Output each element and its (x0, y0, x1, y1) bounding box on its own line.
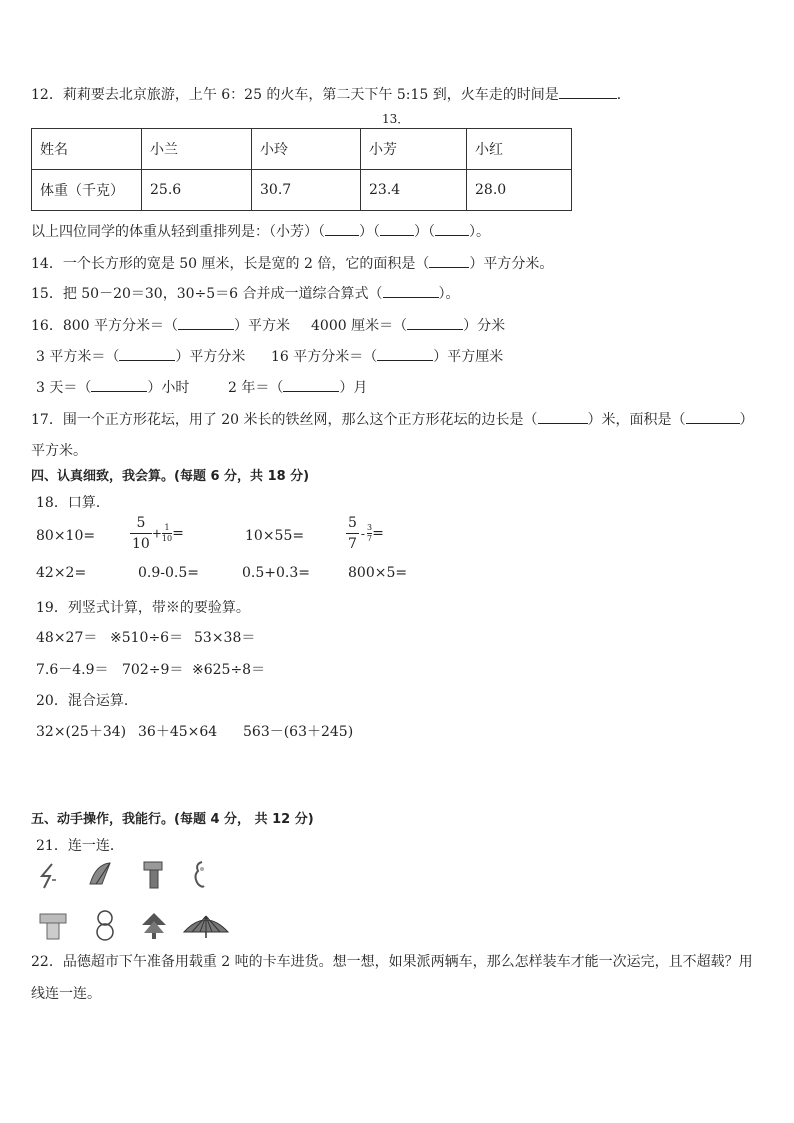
q17-mid: ）米，面积是（ (587, 412, 686, 428)
q17-line-2: 平方米。 (31, 443, 87, 459)
table-cell: 28.0 (467, 170, 572, 211)
snowman-half-shape-icon (192, 860, 208, 890)
fraction-denominator: 7 (348, 536, 357, 552)
q18-item: 80×10= (36, 528, 96, 544)
umbrella-half-shape-icon (86, 860, 114, 890)
fraction (346, 515, 359, 552)
table-cell: 小芳 (361, 129, 467, 170)
plus-sign: + (151, 526, 162, 541)
q18-fraction-diff (346, 515, 384, 552)
q19-title: 19．列竖式计算，带※的要验算。 (36, 600, 250, 616)
q13-blank-1 (325, 221, 359, 236)
q16-a-end: ）平方米 (234, 318, 290, 334)
fraction-numerator: 5 (348, 515, 357, 531)
q20-item: 563－(63＋245) (243, 724, 354, 740)
q16-line-2b (271, 346, 503, 366)
fraction-numerator: 1 (164, 523, 170, 532)
q22-line-2: 线连一连。 (31, 986, 101, 1002)
q16-line-3b (228, 377, 367, 397)
q16-d-blank (377, 346, 433, 361)
table-cell: 小红 (467, 129, 572, 170)
q14-line (31, 253, 553, 273)
table-cell: 23.4 (361, 170, 467, 211)
q16-e-end: ）小时 (147, 380, 190, 396)
q19-item: ※510÷6＝ (110, 630, 184, 646)
q13-blank-2 (380, 221, 414, 236)
q12-text: 12．莉莉要去北京旅游，上午 6：25 的火车，第二天下午 5:15 到，火车走的时间是 (31, 87, 559, 103)
q13-label: 13． (382, 112, 410, 126)
umbrella-shape-icon (182, 912, 230, 940)
table-cell: 小玲 (252, 129, 361, 170)
q16-b-blank (407, 315, 463, 330)
fraction-numerator: 3 (366, 523, 373, 532)
q16-d-end: ）平方厘米 (433, 349, 504, 365)
q16-f-text: 2 年＝（ (228, 380, 284, 396)
q14-end: ）平方分米。 (469, 256, 554, 272)
q13-text: 以上四位同学的体重从轻到重排列是：（小芳）（ (31, 224, 325, 240)
q20-title: 20．混合运算． (36, 693, 138, 709)
lightning-shape-icon (38, 862, 60, 890)
q18-item: 42×2= (36, 565, 87, 581)
q16-line-1b (311, 315, 505, 335)
tree-shape-icon (140, 911, 168, 941)
q19-item: 702÷9＝ (122, 662, 184, 678)
q16-a-blank (178, 315, 234, 330)
q16-line-2 (36, 346, 245, 366)
table-cell: 体重（千克） (32, 170, 142, 211)
fraction-numerator: 5 (136, 515, 146, 531)
q13-order-line (31, 221, 490, 241)
q15-end: ）。 (438, 286, 460, 302)
q22-line-1: 22．品德超市下午准备用载重 2 吨的卡车进货。想一想，如果派两辆车，那么怎样装车才能一次运完，且不超载？用 (31, 954, 753, 970)
q17-blank-2 (686, 409, 740, 424)
q17-blank-1 (538, 409, 588, 424)
q18-item: 800×5= (348, 565, 408, 581)
q13-sep: ）（ (359, 224, 380, 240)
q16-e-text: 3 天＝（ (36, 380, 92, 396)
q12-blank (559, 84, 617, 99)
equals-sign: = (172, 525, 184, 542)
q16-f-blank (283, 377, 339, 392)
q20-item: 32×(25＋34) (36, 724, 127, 740)
table-cell: 姓名 (32, 129, 142, 170)
q13-blank-3 (435, 221, 469, 236)
fraction-denominator: 10 (132, 536, 150, 552)
q19-item: 7.6－4.9＝ (36, 662, 109, 678)
q12-line (31, 84, 631, 104)
q19-item: 53×38＝ (194, 630, 256, 646)
q16-c-end: ）平方分米 (175, 349, 246, 365)
q17-end: ） (739, 412, 754, 428)
q14-text: 14．一个长方形的宽是 50 厘米，长是宽的 2 倍，它的面积是（ (31, 256, 430, 272)
q15-blank (383, 283, 439, 298)
house-shape-icon (38, 911, 68, 941)
q18-fraction-sum (130, 515, 184, 552)
q16-a-text: 16．800 平方分米＝（ (31, 318, 178, 334)
q18-item: 10×55= (245, 528, 305, 544)
table-cell: 25.6 (142, 170, 252, 211)
q16-d-text: 16 平方分米＝（ (271, 349, 378, 365)
table-row (32, 170, 572, 211)
house-half-shape-icon (142, 860, 164, 890)
section-5-heading: 五、动手操作，我能行。(每题 4 分， 共 12 分) (31, 812, 314, 827)
q16-c-text: 3 平方米＝（ (36, 349, 120, 365)
fraction-denominator: 10 (161, 534, 173, 543)
table-cell: 小兰 (142, 129, 252, 170)
q18-title: 18．口算． (36, 495, 110, 511)
q16-line-1 (31, 315, 290, 335)
minus-sign: - (360, 526, 365, 541)
section-4-heading: 四、认真细致，我会算。(每题 6 分，共 18 分) (31, 469, 310, 484)
q15-line (31, 283, 460, 303)
q19-item: ※625÷8＝ (192, 662, 266, 678)
q18-item: 0.9-0.5= (138, 565, 199, 581)
q16-b-text: 4000 厘米＝（ (311, 318, 408, 334)
q13-sep: ）（ (414, 224, 435, 240)
q18-item: 0.5+0.3= (242, 565, 310, 581)
q12-end: ． (616, 87, 631, 103)
table-row (32, 129, 572, 170)
fraction-denominator: 7 (366, 534, 373, 543)
q16-b-end: ）分米 (463, 318, 506, 334)
table-cell: 30.7 (252, 170, 361, 211)
fraction (130, 515, 152, 552)
snowman-shape-icon (94, 909, 116, 941)
q16-e-blank (91, 377, 147, 392)
equals-sign: = (372, 525, 384, 542)
q16-f-end: ）月 (339, 380, 368, 396)
q15-text: 15．把 50－20＝30，30÷5＝6 合并成一道综合算式（ (31, 286, 383, 302)
q17-line (31, 409, 754, 429)
q20-item: 36＋45×64 (138, 724, 218, 740)
q16-line-3 (36, 377, 189, 397)
fraction (162, 524, 172, 543)
q17-text: 17．围一个正方形花坛，用了 20 米长的铁丝网，那么这个正方形花坛的边长是（ (31, 412, 538, 428)
q19-item: 48×27＝ (36, 630, 98, 646)
q16-c-blank (119, 346, 175, 361)
weight-table (31, 128, 572, 211)
q14-blank (429, 253, 469, 268)
q13-end: ）。 (469, 224, 490, 240)
q21-title: 21．连一连． (36, 838, 124, 854)
